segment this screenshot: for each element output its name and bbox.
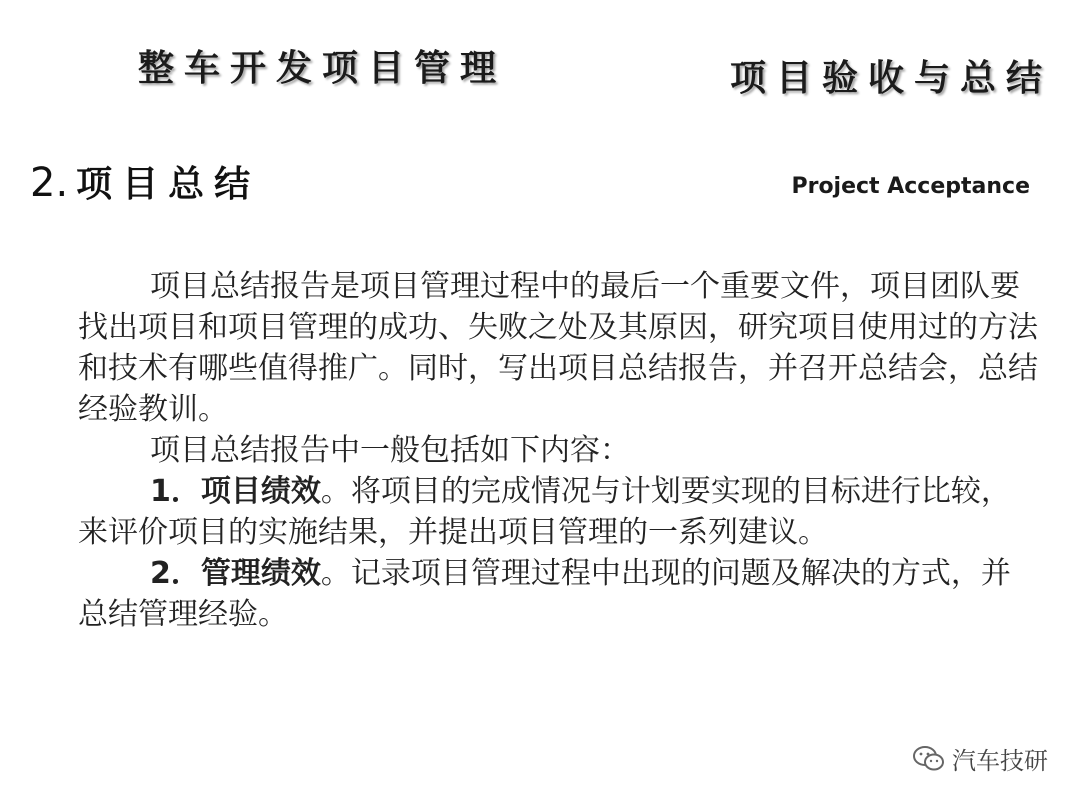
wechat-icon: [912, 745, 946, 773]
watermark: [912, 741, 1048, 776]
section-title: 项目总结: [76, 164, 261, 205]
item-text: 。将项目的完成情况与计划要实现的目标进行比较，来评价项目的实施结果，并提出项目管理的一系列建议。: [78, 474, 1011, 550]
section-heading: [30, 156, 260, 207]
item-text: 。记录项目管理过程中出现的问题及解决的方式，并总结管理经验。: [78, 556, 1011, 632]
watermark-text: 汽车技研: [952, 747, 1048, 775]
list-item-project-performance: [78, 471, 1038, 553]
slide-title-left: 整车开发项目管理: [138, 48, 507, 89]
paragraph-summary: 项目总结报告是项目管理过程中的最后一个重要文件，项目团队要找出项目和项目管理的成功、失败之处及其原因，研究项目使用过的方法和技术有哪些值得推广。同时，写出项目总结报告，并召开总结会，总结经验教训。: [78, 269, 1038, 427]
body-text: [78, 266, 1038, 635]
item-label: 2．管理绩效: [150, 556, 321, 591]
item-label: 1．项目绩效: [150, 474, 321, 509]
list-item-management-performance: [78, 553, 1038, 635]
section-subtitle-en: Project Acceptance: [791, 174, 1030, 199]
section-number: 2.: [30, 160, 69, 206]
slide-title-right: 项目验收与总结: [729, 58, 1052, 99]
paragraph-contents-intro: 项目总结报告中一般包括如下内容：: [150, 433, 630, 468]
